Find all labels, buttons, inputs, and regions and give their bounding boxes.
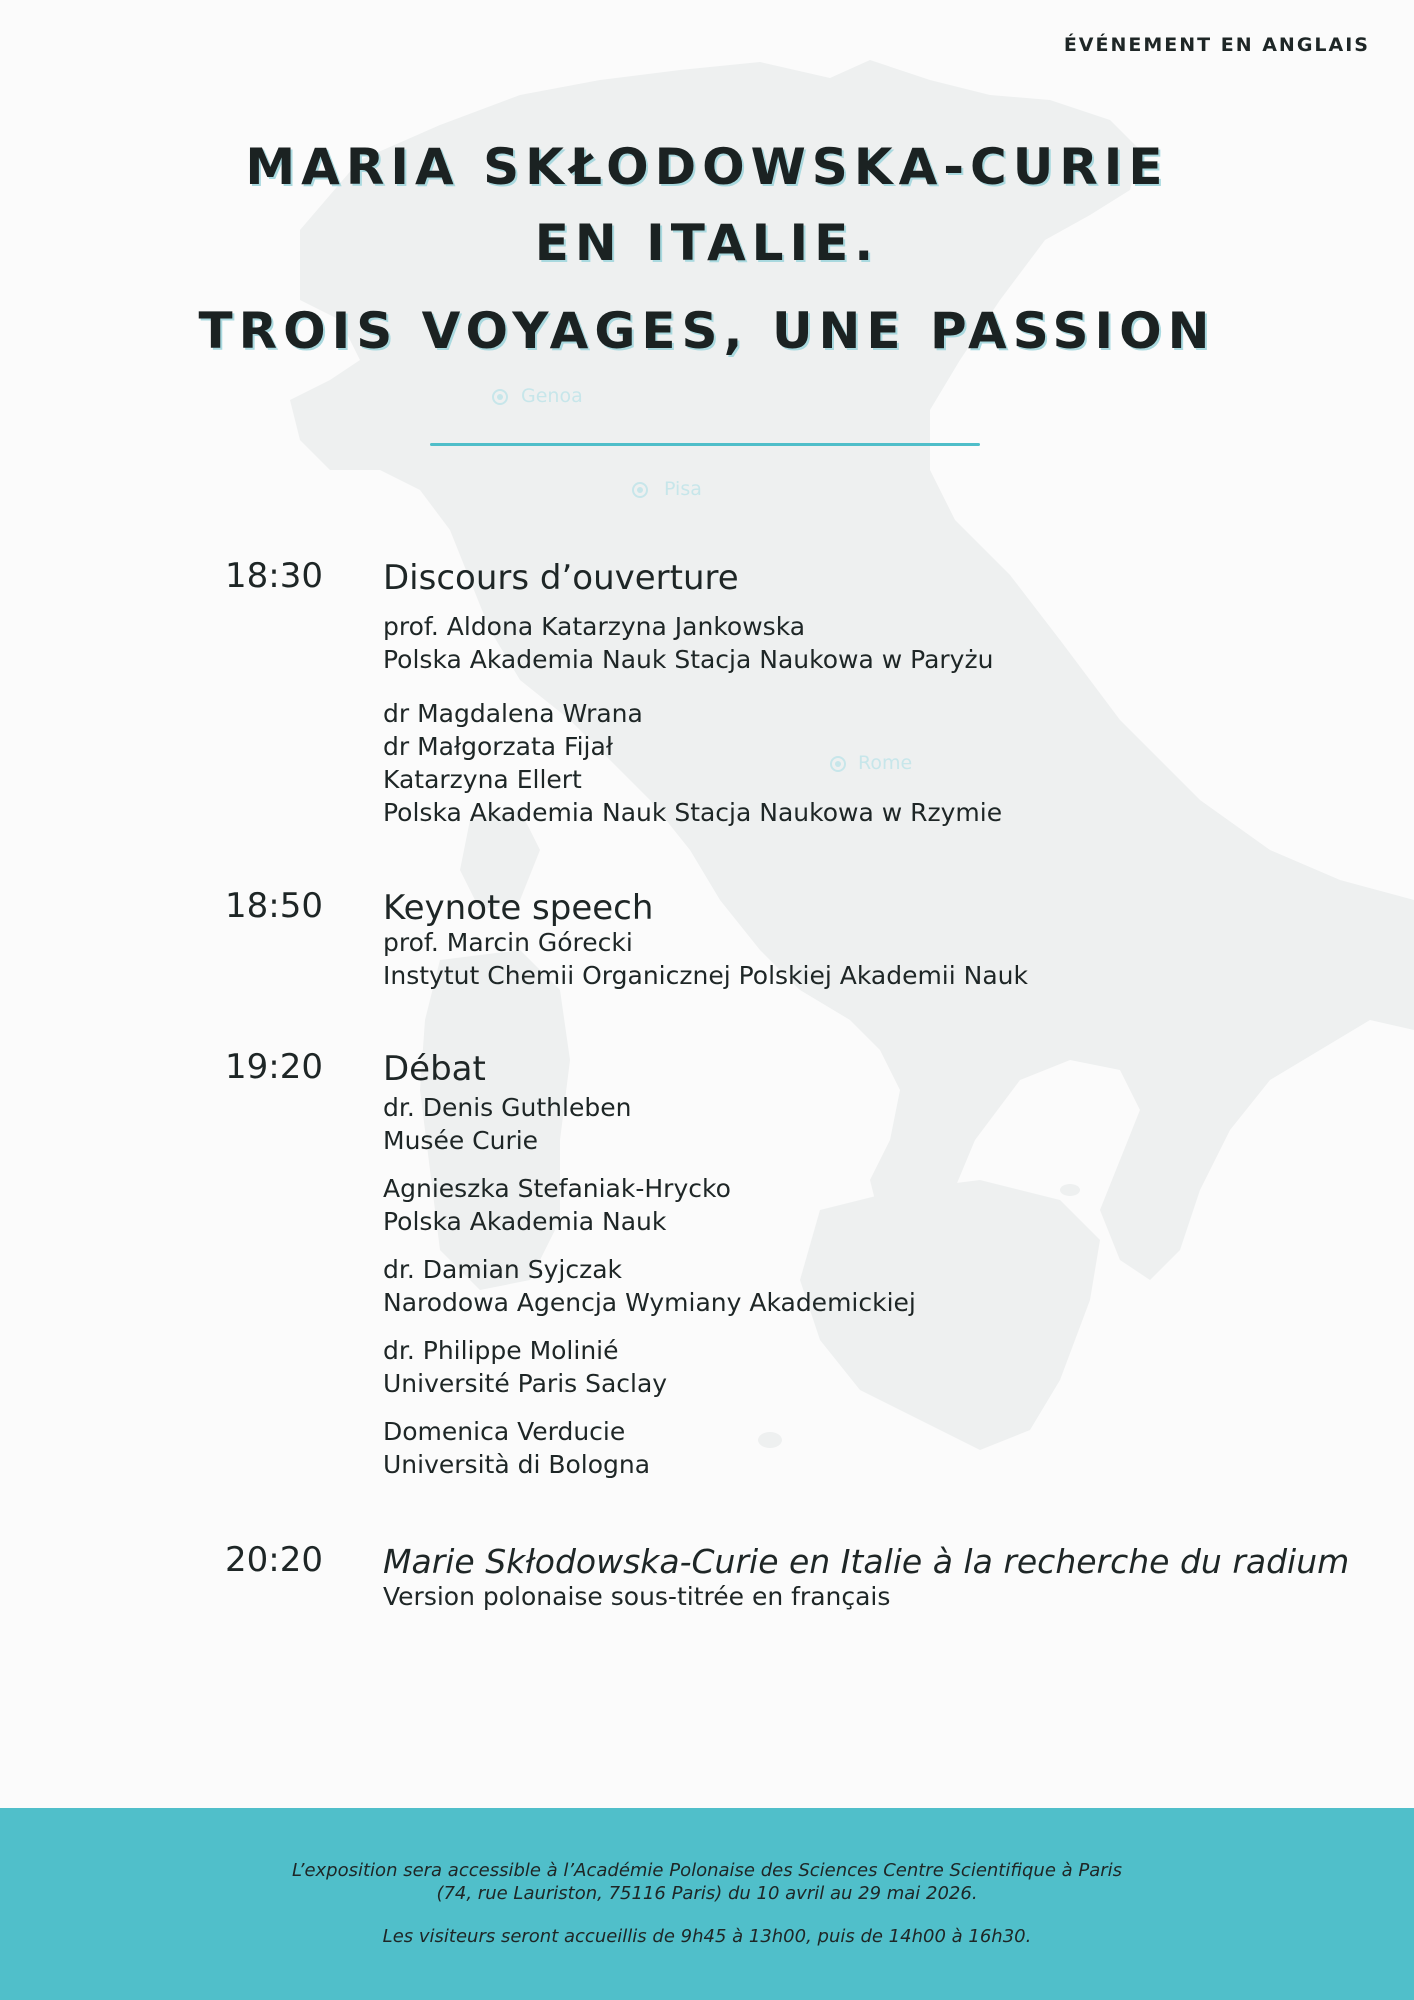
speaker-affiliation: Musée Curie [383, 1126, 539, 1155]
slot-time: 20:20 [225, 1540, 323, 1580]
speaker-name: dr Magdalena Wrana [383, 699, 643, 728]
speaker-name: prof. Aldona Katarzyna Jankowska [383, 612, 806, 641]
speaker-name: prof. Marcin Górecki [383, 928, 633, 957]
speaker-name: dr. Philippe Molinié [383, 1336, 619, 1365]
title-line-1: MARIA SKŁODOWSKA-CURIE [245, 138, 1169, 196]
speaker-affiliation: Narodowa Agencja Wymiany Akademickiej [383, 1288, 916, 1317]
pisa-marker-icon [632, 482, 648, 498]
visiting-hours: Les visiteurs seront accueillis de 9h45 à 13h00, puis de 14h00 à 16h30. [382, 1926, 1032, 1947]
title-divider [430, 443, 980, 446]
map-label-rome: Rome [858, 752, 913, 774]
map-label-pisa: Pisa [664, 478, 702, 500]
exhibition-dates: (74, rue Lauriston, 75116 Paris) du 10 avril au 29 mai 2026. [436, 1883, 978, 1904]
exhibition-location: L’exposition sera accessible à l’Académie Polonaise des Sciences Centre Scientifique à Paris [291, 1860, 1123, 1881]
speaker-name: Domenica Verducie [383, 1417, 626, 1446]
title-line-2: EN ITALIE. [534, 214, 880, 272]
slot-heading: Keynote speech [383, 888, 654, 928]
speaker-group [383, 1415, 1383, 1481]
speaker-name: dr. Denis Guthleben [383, 1093, 632, 1122]
map-label-genoa: Genoa [521, 385, 583, 407]
speaker-group [383, 697, 1383, 829]
event-language-tag: ÉVÉNEMENT EN ANGLAIS [1063, 34, 1370, 56]
title-line-3: TROIS VOYAGES, UNE PASSION [198, 302, 1216, 360]
speaker-affiliation: Polska Akademia Nauk Stacja Naukowa w Paryżu [383, 645, 994, 674]
slot-content [383, 886, 1383, 992]
speaker-name: dr Małgorzata Fijał [383, 732, 613, 761]
slot-time: 18:30 [225, 556, 323, 596]
speaker-group [383, 1334, 1383, 1400]
slot-time: 18:50 [225, 886, 323, 926]
speaker-group [383, 610, 1383, 676]
slot-content [383, 1540, 1383, 1613]
footer-info-band [0, 1808, 1414, 2000]
slot-content [383, 1047, 1383, 1481]
speaker-name: Agnieszka Stefaniak-Hrycko [383, 1174, 731, 1203]
speaker-affiliation: Università di Bologna [383, 1450, 651, 1479]
slot-time: 19:20 [225, 1047, 323, 1087]
speaker-group [383, 1580, 1383, 1613]
speaker-group [383, 1253, 1383, 1319]
speaker-affiliation: Instytut Chemii Organicznej Polskiej Akademii Nauk [383, 961, 1028, 990]
speaker-group [383, 1091, 1383, 1157]
speaker-name: dr. Damian Syjczak [383, 1255, 623, 1284]
speaker-affiliation: Polska Akademia Nauk [383, 1207, 667, 1236]
speaker-name: Katarzyna Ellert [383, 765, 582, 794]
genoa-marker-icon [492, 389, 508, 405]
speaker-group [383, 926, 1383, 992]
slot-content [383, 556, 1383, 829]
speaker-affiliation: Université Paris Saclay [383, 1369, 668, 1398]
slot-heading: Discours d’ouverture [383, 558, 739, 598]
page-title [0, 138, 1414, 378]
exhibition-info [0, 1859, 1414, 1905]
speaker-affiliation: Polska Akademia Nauk Stacja Naukowa w Rzymie [383, 798, 1003, 827]
slot-heading: Débat [383, 1049, 486, 1089]
film-title: Marie Skłodowska-Curie en Italie à la recherche du radium [383, 1542, 1350, 1581]
speaker-group [383, 1172, 1383, 1238]
film-subtitle-note: Version polonaise sous-titrée en français [383, 1582, 891, 1611]
